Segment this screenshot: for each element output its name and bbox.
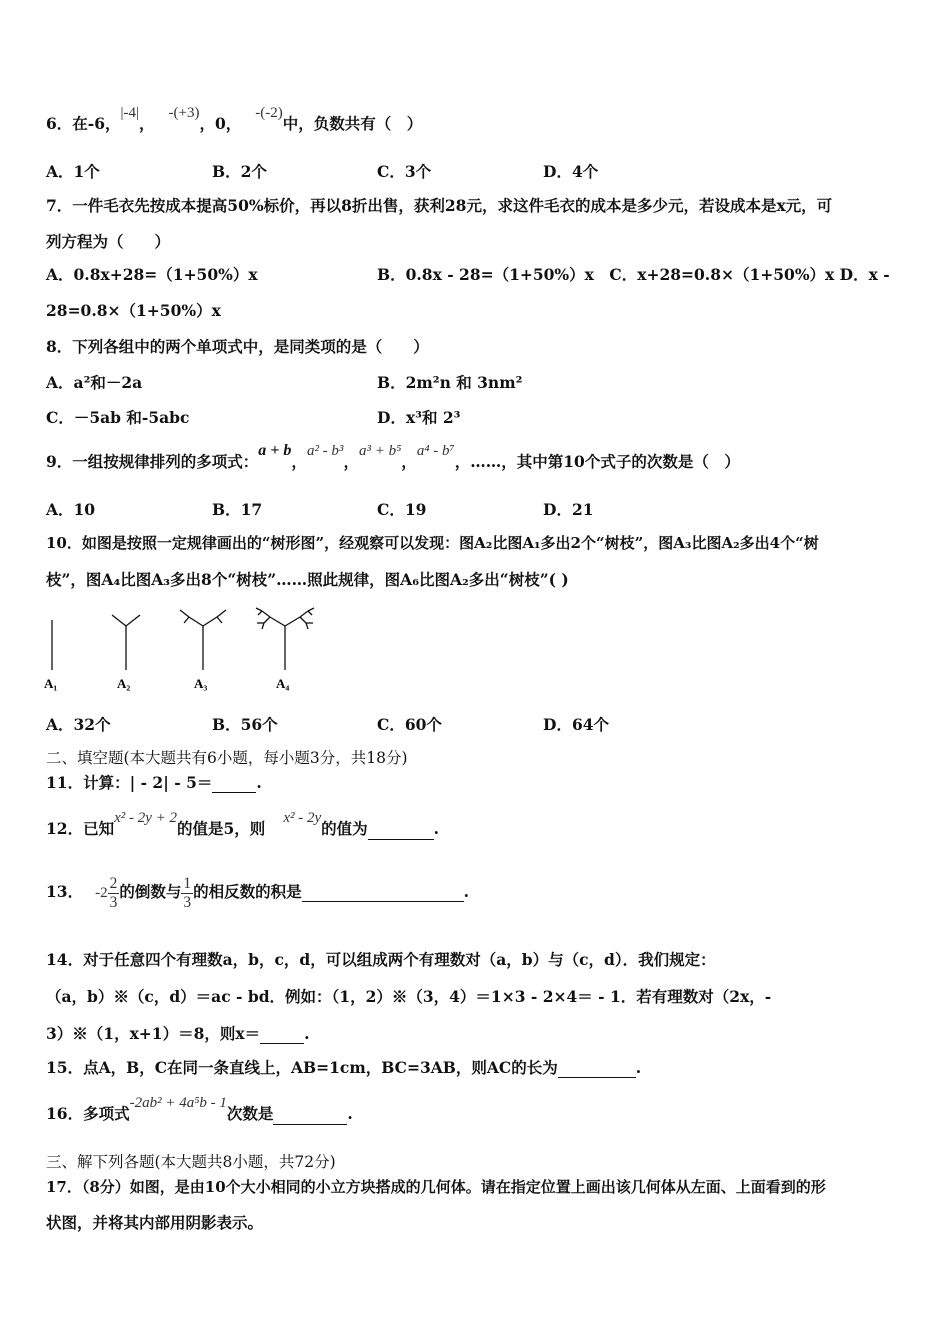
tree-a4-branch <box>285 617 300 626</box>
question-15: 15．点A，B，C在同一条直线上，AB=1cm，BC=3AB，则AC的长为 . <box>46 1058 642 1077</box>
q6-option-b: B．2个 <box>212 162 267 181</box>
q8-option-a: A．a²和－2a <box>46 373 143 392</box>
tree-a4-leaf <box>306 623 308 629</box>
q6-expression-2: -(+3) <box>168 105 200 121</box>
q16-answer-blank[interactable] <box>273 1108 347 1125</box>
question-6 <box>46 105 423 135</box>
q8-stem: 8．下列各组中的两个单项式中，是同类项的是（ ） <box>46 337 429 356</box>
q9-term-1: a + b <box>258 442 292 459</box>
q10-option-a: A．32个 <box>46 715 111 734</box>
q17-line1: 17．（8分）如图，是由10个大小相同的小立方块搭成的几何体。请在指定位置上画出该几何体从左面、上面看到的形 <box>46 1178 826 1196</box>
q6-option-d: D．4个 <box>543 162 599 181</box>
q6-expression-3: -(-2) <box>255 105 283 121</box>
tree-label-a3: A₃ <box>194 676 208 691</box>
q9-option-b: B．17 <box>212 500 263 519</box>
tree-a3-twig <box>217 610 226 617</box>
question-11: 11．计算：| - 2| - 5＝ . <box>46 773 262 792</box>
q6-abs-expression: |-4| <box>120 105 140 121</box>
tree-a3-twig <box>180 610 189 617</box>
q8-option-b: B．2m²n 和 3nm² <box>377 373 523 392</box>
q13-fraction: $\frac{1}{3}$ <box>183 874 192 911</box>
tree-label-a4: A₄ <box>276 676 290 691</box>
q12-suffix: 的值为 <box>321 819 368 838</box>
q16-expression: -2ab² + 4a⁵b - 1 <box>129 1095 227 1111</box>
q12-expression-2: x² - 2y <box>283 810 322 826</box>
q16-prefix: 16．多项式 <box>46 1104 130 1123</box>
tree-a4-branch <box>270 617 285 626</box>
tree-a3-twig <box>184 617 189 623</box>
tree-a4-leaf <box>262 623 264 629</box>
q6-sep2: ，0， <box>199 114 242 133</box>
q12-answer-blank[interactable] <box>368 823 434 840</box>
tree-a2-branch <box>112 615 126 626</box>
q9-option-a: A．10 <box>46 500 96 519</box>
tree-a2-branch <box>126 615 140 626</box>
tree-label-a2: A₂ <box>117 676 131 691</box>
question-9: 9．一组按规律排列的多项式：a + b，a² - b³，a³ + b⁵，a⁴ - b⁷，……，其中第10个式子的次数是（ ） <box>46 442 740 471</box>
q10-option-c: C．60个 <box>377 715 442 734</box>
q13-mixed-whole: -2 <box>95 885 108 901</box>
q9-option-d: D．21 <box>543 500 594 519</box>
q12-prefix: 12．已知 <box>46 819 115 838</box>
q9-term-4: a⁴ - b⁷ <box>416 443 455 459</box>
q6-suffix: 中，负数共有（ ） <box>282 114 423 133</box>
q12-mid: 的值是5，则 <box>177 819 266 838</box>
tree-a4-leaf <box>308 611 312 615</box>
q9-suffix: ，……，其中第10个式子的次数是（ ） <box>454 452 740 471</box>
q7-option-a: A．0.8x+28=（1+50%）x <box>46 265 258 284</box>
tree-a4-twig <box>262 611 270 617</box>
question-16: 16．多项式-2ab² + 4a⁵b - 1次数是 . <box>46 1095 353 1123</box>
tree-a4-twig <box>264 617 270 623</box>
section-3-heading: 三、解下列各题(本大题共8小题，共72分) <box>46 1153 336 1171</box>
q8-option-d: D．x³和 2³ <box>377 408 461 427</box>
q9-term-3: a³ + b⁵ <box>358 443 402 459</box>
q6-option-a: A．1个 <box>46 162 100 181</box>
q7-line2: 列方程为（ ） <box>46 232 171 251</box>
q9-option-c: C．19 <box>377 500 427 519</box>
q10-option-b: B．56个 <box>212 715 278 734</box>
q14-line1: 14．对于任意四个有理数a，b，c，d，可以组成两个有理数对（a，b）与（c，d）．我们规定： <box>46 950 716 969</box>
question-12: 12．已知x² - 2y + 2的值是5，则x² - 2y的值为 . <box>46 810 440 838</box>
q7-options-bcd: B．0.8x - 28=（1+50%）x C．x+28=0.8×（1+50%）x D．x - <box>377 265 890 284</box>
q11-text: 11．计算：| - 2| - 5＝ <box>46 773 213 792</box>
q10-line1: 10．如图是按照一定规律画出的“树形图”，经观察可以发现：图A₂比图A₁多出2个“树枝”，图A₃比图A₂多出4个“树 <box>46 534 819 552</box>
q14-answer-blank[interactable] <box>260 1027 304 1044</box>
tree-label-a1: A₁ <box>44 676 58 691</box>
q7-line1: 7．一件毛衣先按成本提高50%标价，再以8折出售，获利28元，求这件毛衣的成本是多少元，若设成本是x元，可 <box>46 196 833 215</box>
question-13: 13． -2 $\frac{2}{3}$ 的倒数与 $\frac{1}{3}$ 的相反数的积是 . <box>46 874 470 911</box>
tree-a4-twig <box>300 611 308 617</box>
q7-line4: 28=0.8×（1+50%）x <box>46 301 221 320</box>
tree-a4-twig <box>300 617 306 623</box>
q8-option-c: C．－5ab 和-5abc <box>46 408 190 427</box>
q17-line2: 状图，并将其内部用阴影表示。 <box>46 1213 264 1232</box>
q14-line3: 3）※（1，x+1）＝8，则x＝ <box>46 1024 261 1043</box>
tree-a4-leaf <box>256 608 262 611</box>
q11-answer-blank[interactable] <box>212 776 256 793</box>
tree-a3-branch <box>189 617 203 626</box>
q9-term-2: a² - b³ <box>306 443 344 459</box>
q10-option-d: D．64个 <box>543 715 610 734</box>
q13-mixed-fraction: $\frac{2}{3}$ <box>109 874 118 911</box>
q12-expression-1: x² - 2y + 2 <box>114 810 178 826</box>
section-2-heading: 二、填空题(本大题共有6小题，每小题3分，共18分) <box>46 749 408 767</box>
q13-suffix: 的相反数的积是 <box>193 882 302 901</box>
q6-option-c: C．3个 <box>377 162 432 181</box>
tree-figure <box>40 606 340 696</box>
q15-text: 15．点A，B，C在同一条直线上，AB=1cm，BC=3AB，则AC的长为 <box>46 1058 558 1077</box>
question-14-line3: 3）※（1，x+1）＝8，则x＝ . <box>46 1024 310 1043</box>
q14-line2: （a，b）※（c，d）＝ac - bd．例如：（1，2）※（3，4）＝1×3 - 2×4＝ - 1．若有理数对（2x，- <box>46 987 772 1006</box>
q15-answer-blank[interactable] <box>558 1061 636 1078</box>
tree-a3-branch <box>203 617 217 626</box>
q13-mid: 的倒数与 <box>119 882 182 901</box>
tree-a4-leaf <box>258 611 262 615</box>
q6-prefix: 6．在-6， <box>46 114 121 133</box>
q9-prefix: 9．一组按规律排列的多项式： <box>46 452 259 471</box>
q13-answer-blank[interactable] <box>302 885 464 902</box>
tree-a4-leaf <box>308 608 314 611</box>
tree-a3-twig <box>217 617 222 623</box>
q10-line2: 枝”，图A₄比图A₃多出8个“树枝”……照此规律，图A₆比图A₂多出“树枝”( ) <box>46 570 569 589</box>
q16-suffix: 次数是 <box>226 1104 274 1123</box>
q6-sep1: ， <box>139 114 155 133</box>
q13-prefix: 13． <box>46 882 84 901</box>
